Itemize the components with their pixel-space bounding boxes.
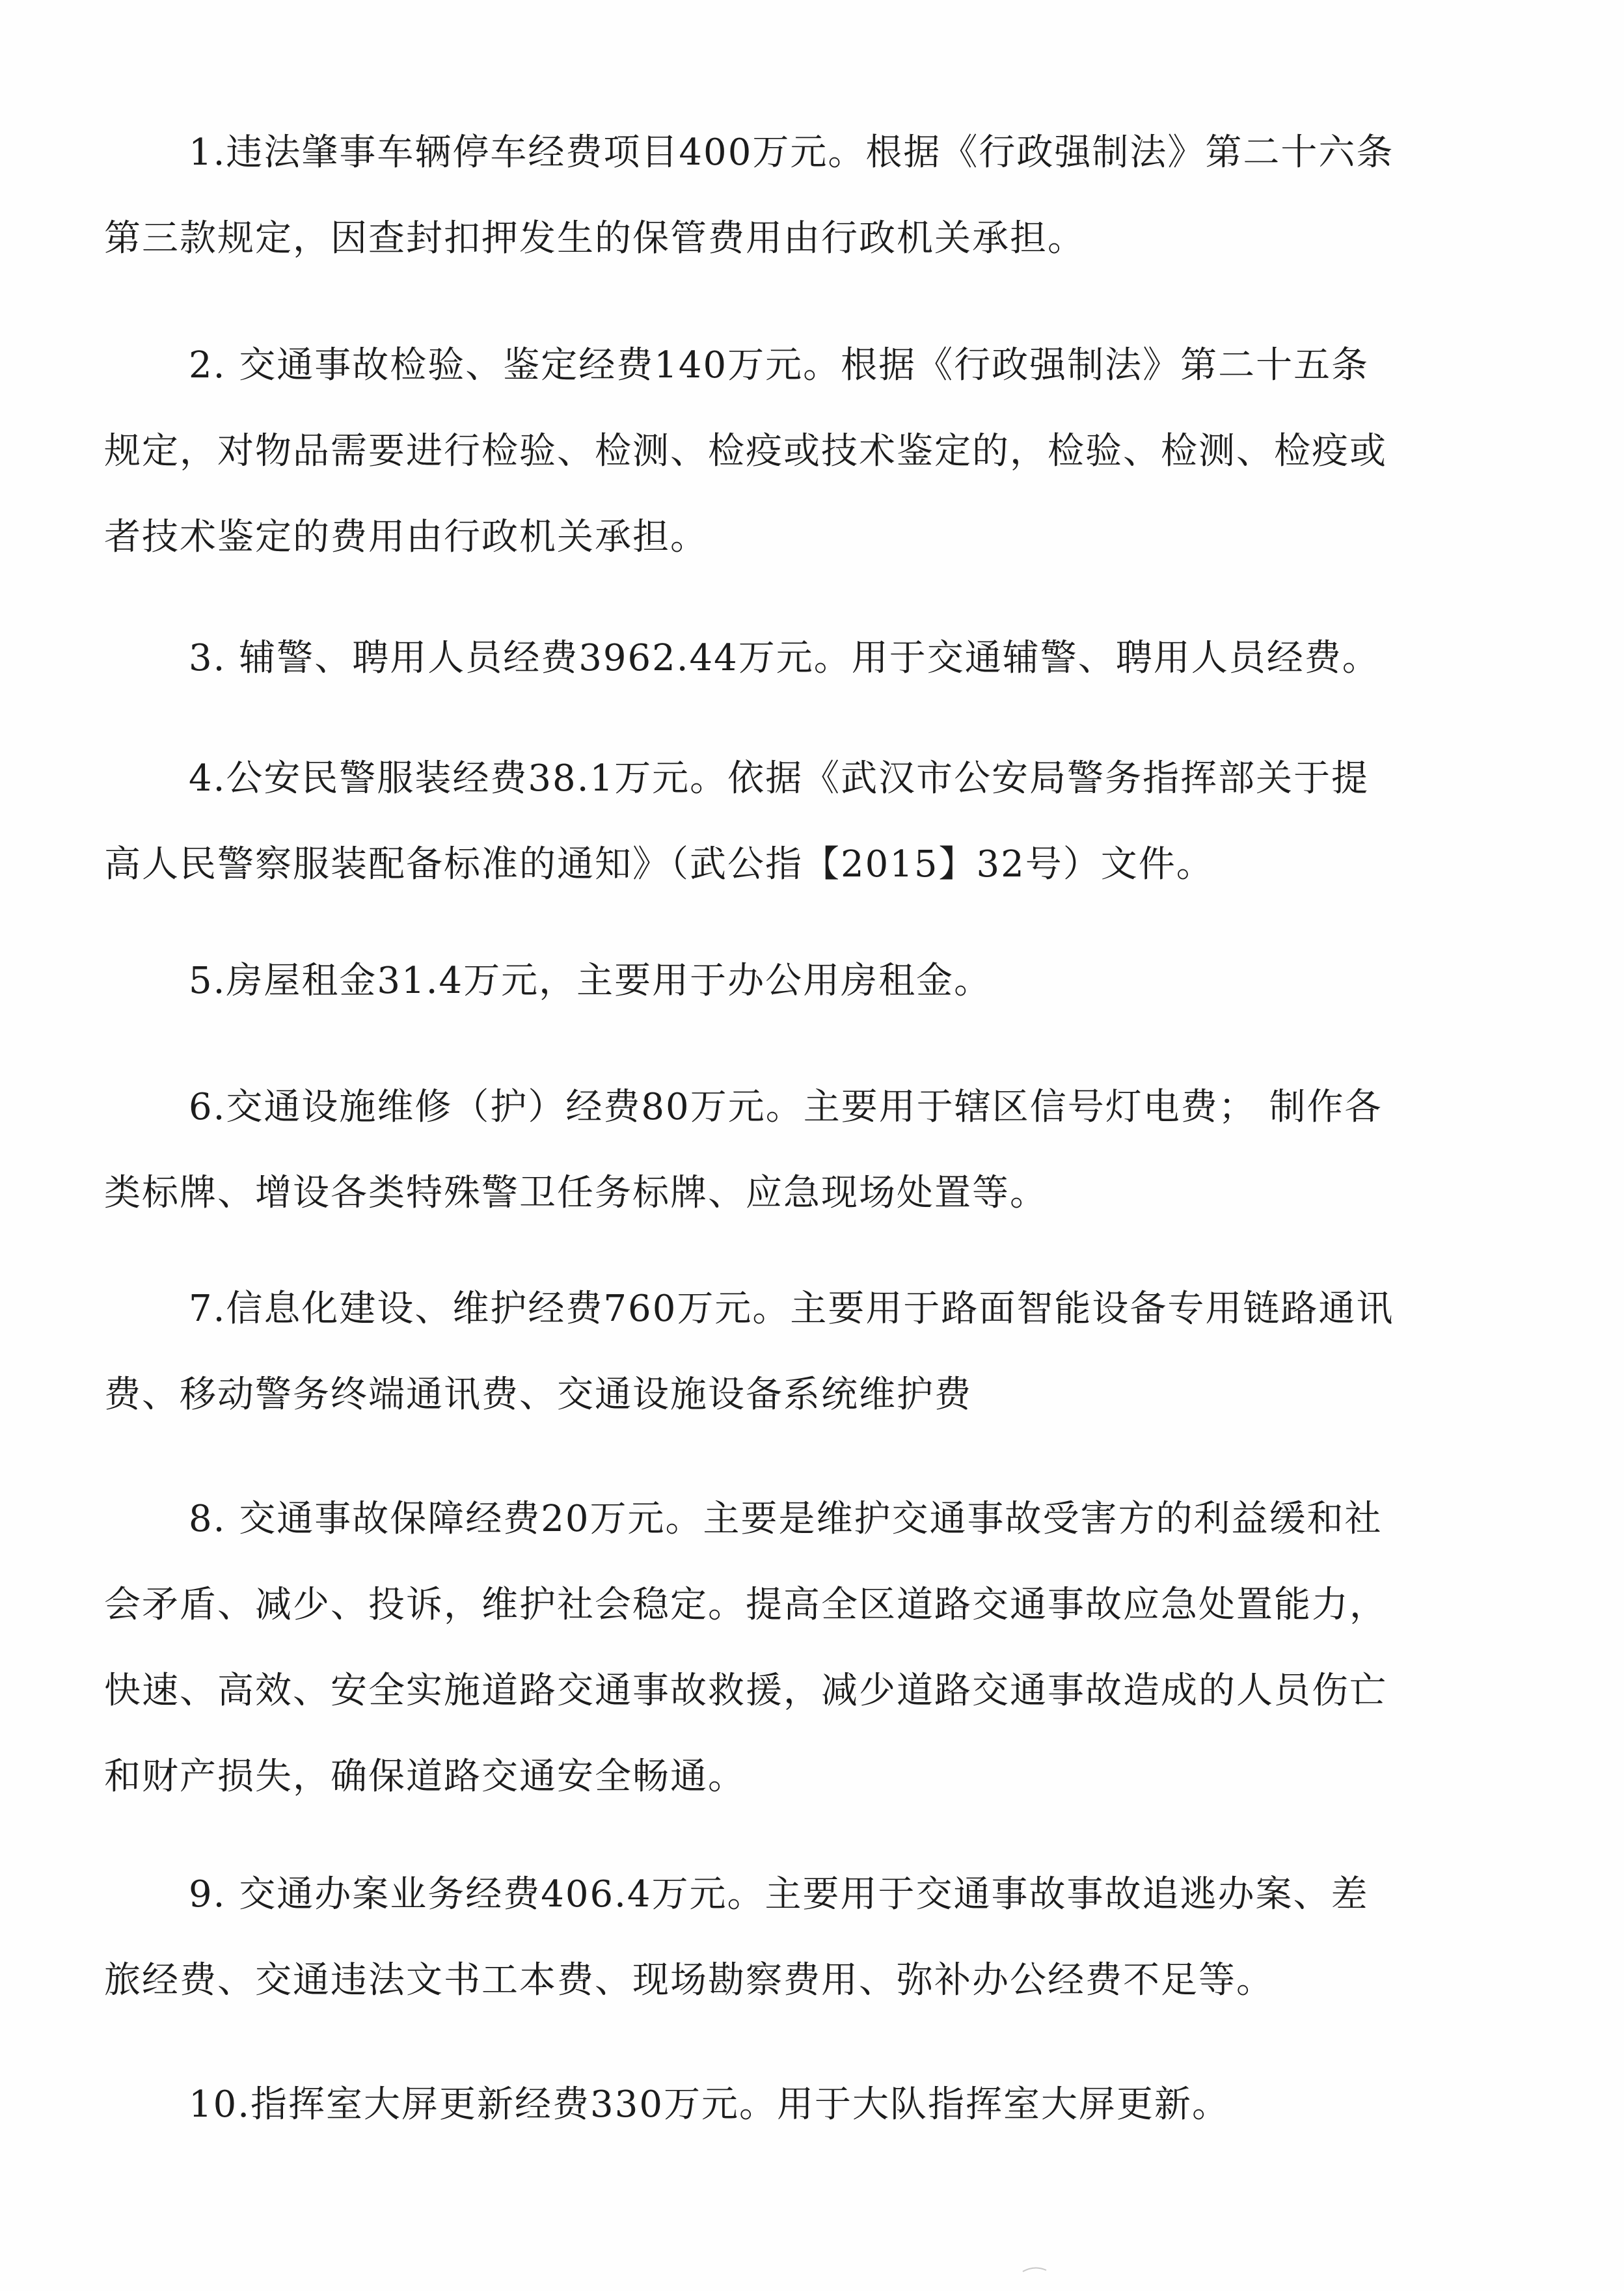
paragraph-line: 4.公安民警服装经费38.1万元。依据《武汉市公安局警务指挥部关于提: [189, 757, 1370, 800]
paragraph-line: 者技术鉴定的费用由行政机关承担。: [104, 516, 708, 558]
paragraph-line: 快速、高效、安全实施道路交通事故救援，减少道路交通事故造成的人员伤亡: [104, 1670, 1387, 1712]
paragraph-line: 类标牌、增设各类特殊警卫任务标牌、应急现场处置等。: [104, 1172, 1048, 1214]
paragraph-line: 10.指挥室大屏更新经费330万元。用于大队指挥室大屏更新。: [189, 2083, 1230, 2126]
paragraph-line: 5.房屋租金31.4万元，主要用于办公用房租金。: [189, 960, 992, 1002]
paragraph-line: 会矛盾、减少、投诉，维护社会稳定。提高全区道路交通事故应急处置能力，: [104, 1584, 1387, 1626]
paragraph-line: 第三款规定，因查封扣押发生的保管费用由行政机关承担。: [104, 217, 1085, 260]
paragraph-line: 3. 辅警、聘用人员经费3962.44万元。用于交通辅警、聘用人员经费。: [189, 637, 1380, 679]
scan-mark-icon: [1022, 2262, 1048, 2275]
paragraph-line: 规定，对物品需要进行检验、检测、检疫或技术鉴定的，检验、检测、检疫或: [104, 430, 1387, 472]
paragraph-line: 旅经费、交通违法文书工本费、现场勘察费用、弥补办公经费不足等。: [104, 1959, 1274, 2001]
paragraph-line: 7.信息化建设、维护经费760万元。主要用于路面智能设备专用链路通讯: [189, 1288, 1394, 1330]
paragraph-line: 和财产损失，确保道路交通安全畅通。: [104, 1756, 746, 1798]
paragraph-line: 8. 交通事故保障经费20万元。主要是维护交通事故受害方的利益缓和社: [189, 1498, 1383, 1540]
paragraph-line: 费、移动警务终端通讯费、交通设施设备系统维护费: [104, 1374, 972, 1416]
paragraph-line: 2. 交通事故检验、鉴定经费140万元。根据《行政强制法》第二十五条: [189, 344, 1370, 386]
paragraph-line: 1.违法肇事车辆停车经费项目400万元。根据《行政强制法》第二十六条: [189, 131, 1394, 174]
paragraph-line: 6.交通设施维修（护）经费80万元。主要用于辖区信号灯电费； 制作各: [189, 1086, 1383, 1128]
paragraph-line: 高人民警察服装配备标准的通知》（武公指【2015】32号）文件。: [104, 843, 1214, 886]
paragraph-line: 9. 交通办案业务经费406.4万元。主要用于交通事故事故追逃办案、差: [189, 1873, 1369, 1916]
